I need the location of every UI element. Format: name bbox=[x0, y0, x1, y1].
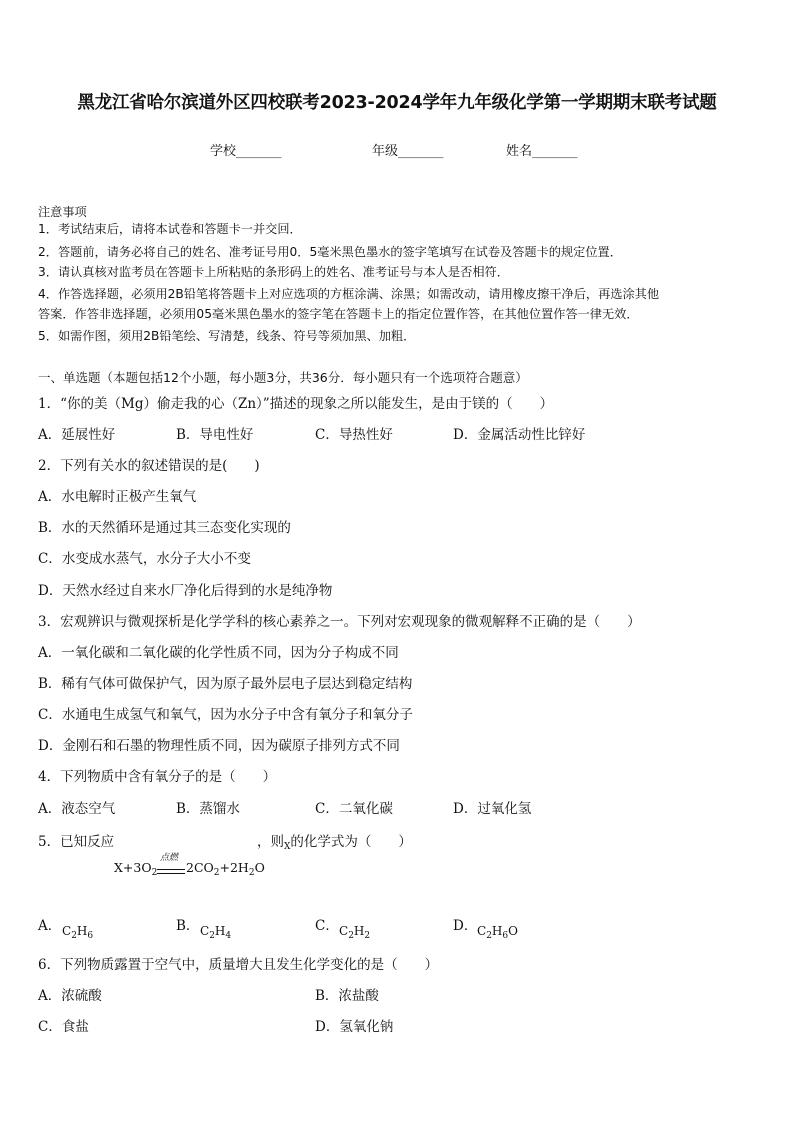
notes-heading: 注意事项 bbox=[38, 205, 87, 219]
question-6-stem: 6．下列物质露置于空气中，质量增大且发生化学变化的是（ ） bbox=[38, 957, 439, 973]
q6-option-d: D．氢氧化钠 bbox=[315, 1019, 394, 1035]
note-item: 1．考试结束后，请将本试卷和答题卡一并交回． bbox=[38, 222, 302, 236]
formula-sub: 2 bbox=[209, 931, 215, 941]
q2-option-d: D．天然水经过自来水厂净化后得到的水是纯净物 bbox=[38, 583, 333, 599]
q5-option-a-formula bbox=[62, 924, 93, 941]
q1-option-a: A．延展性好 bbox=[38, 427, 116, 443]
grade-field: 年级_______ bbox=[372, 144, 444, 159]
eq-right-a-sub: 2 bbox=[213, 868, 220, 878]
question-5-stem-mid bbox=[257, 833, 412, 856]
formula-part: O bbox=[508, 924, 518, 938]
q1-option-b: B．导电性好 bbox=[176, 427, 254, 443]
formula-sub: 2 bbox=[71, 931, 77, 941]
question-4-stem: 4．下列物质中含有氧分子的是（ ） bbox=[38, 769, 277, 785]
note-item: 3．请认真核对监考员在答题卡上所粘贴的条形码上的姓名、准考证号与本人是否相符． bbox=[38, 265, 509, 279]
q1-option-d: D．金属活动性比锌好 bbox=[453, 427, 586, 443]
school-field: 学校_______ bbox=[210, 144, 282, 159]
question-1-stem: 1．“你的美（Mg）偷走我的心（Zn）”描述的现象之所以能发生，是由于镁的（ ） bbox=[38, 396, 554, 412]
eq-left-sub: 2 bbox=[151, 868, 158, 878]
formula-part: H bbox=[214, 924, 226, 938]
q4-option-b: B．蒸馏水 bbox=[176, 801, 240, 817]
eq-right-b: +2H bbox=[219, 860, 249, 875]
q5-option-b-formula bbox=[200, 924, 231, 941]
formula-part: H bbox=[353, 924, 365, 938]
question-3-stem: 3．宏观辨识与微观探析是化学学科的核心素养之一。下列对宏观现象的微观解释不正确的是（ ） bbox=[38, 614, 641, 630]
q4-option-a: A．液态空气 bbox=[38, 801, 116, 817]
formula-part: H bbox=[491, 924, 503, 938]
q2-option-b: B．水的天然循环是通过其三态变化实现的 bbox=[38, 520, 291, 536]
note-item: 答案．作答非选择题，必须用05毫米黑色墨水的签字笔在答题卡上的指定位置作答，在其他位置作答一律无效． bbox=[38, 307, 639, 321]
formula-part: C bbox=[339, 924, 349, 938]
q5-option-b-label: B． bbox=[176, 918, 200, 934]
q5-x-symbol: X bbox=[284, 842, 291, 852]
note-item: 5．如需作图，须用2B铅笔绘、写清楚，线条、符号等须加黑、加粗． bbox=[38, 329, 416, 343]
q3-option-d: D．金刚石和石墨的物理性质不同，因为碳原子排列方式不同 bbox=[38, 738, 400, 754]
note-item: 2．答题前，请务必将自己的姓名、准考证号用0．5毫米黑色墨水的签字笔填写在试卷及答题卡的规定位置． bbox=[38, 245, 622, 259]
q5-equation-condition: 点燃 bbox=[160, 853, 179, 863]
q6-option-a: A．浓硫酸 bbox=[38, 988, 102, 1004]
formula-sub: 6 bbox=[87, 931, 94, 941]
q5-equation-equals bbox=[157, 869, 185, 874]
q6-option-b: B．浓盐酸 bbox=[315, 988, 379, 1004]
question-5-stem-prefix: 5．已知反应 bbox=[38, 834, 115, 850]
q5-suffix-text: 的化学式为（ ） bbox=[290, 834, 412, 850]
q4-option-d: D．过氧化氢 bbox=[453, 801, 532, 817]
note-item: 4．作答选择题，必须用2B铅笔将答题卡上对应选项的方框涂满、涂黑；如需改动，请用橡皮擦干净后，再选涂其他 bbox=[38, 287, 660, 301]
formula-part: H bbox=[76, 924, 88, 938]
q6-option-c: C．食盐 bbox=[38, 1019, 89, 1035]
q2-option-c: C．水变成水蒸气，水分子大小不变 bbox=[38, 551, 251, 567]
formula-sub: 2 bbox=[348, 931, 354, 941]
q5-option-d-formula bbox=[477, 924, 518, 941]
q5-option-a-label: A． bbox=[38, 918, 62, 934]
q5-option-c-formula bbox=[339, 924, 370, 941]
section-heading: 一、单选题（本题包括12个小题，每小题3分，共36分．每小题只有一个选项符合题意） bbox=[38, 370, 528, 385]
q3-option-b: B．稀有气体可做保护气，因为原子最外层电子层达到稳定结构 bbox=[38, 676, 413, 692]
question-2-stem: 2．下列有关水的叙述错误的是( ) bbox=[38, 458, 260, 474]
q3-option-c: C．水通电生成氢气和氧气，因为水分子中含有氧分子和氧分子 bbox=[38, 707, 413, 723]
q5-equation-right bbox=[186, 860, 265, 878]
q2-option-a: A．水电解时正极产生氧气 bbox=[38, 489, 197, 505]
q3-option-a: A．一氧化碳和二氧化碳的化学性质不同，因为分子构成不同 bbox=[38, 645, 399, 661]
eq-left-text: X+3O bbox=[114, 860, 152, 875]
formula-sub: 2 bbox=[486, 931, 492, 941]
q4-option-c: C．二氧化碳 bbox=[315, 801, 393, 817]
q5-option-d-label: D． bbox=[453, 918, 478, 934]
formula-sub: 2 bbox=[364, 931, 371, 941]
name-field: 姓名_______ bbox=[506, 144, 578, 159]
eq-right-b-sub: 2 bbox=[248, 868, 255, 878]
formula-sub: 4 bbox=[225, 931, 232, 941]
q5-mid-text: ，则 bbox=[257, 834, 284, 850]
page-title: 黑龙江省哈尔滨道外区四校联考2023-2024学年九年级化学第一学期期末联考试题 bbox=[77, 93, 717, 113]
eq-right-a: 2CO bbox=[186, 860, 214, 875]
q5-equation-left bbox=[114, 860, 157, 878]
q1-option-c: C．导热性好 bbox=[315, 427, 393, 443]
q5-option-c-label: C． bbox=[315, 918, 339, 934]
formula-sub: 6 bbox=[502, 931, 509, 941]
eq-right-c: O bbox=[254, 860, 265, 875]
formula-part: C bbox=[200, 924, 210, 938]
formula-part: C bbox=[477, 924, 487, 938]
formula-part: C bbox=[62, 924, 72, 938]
